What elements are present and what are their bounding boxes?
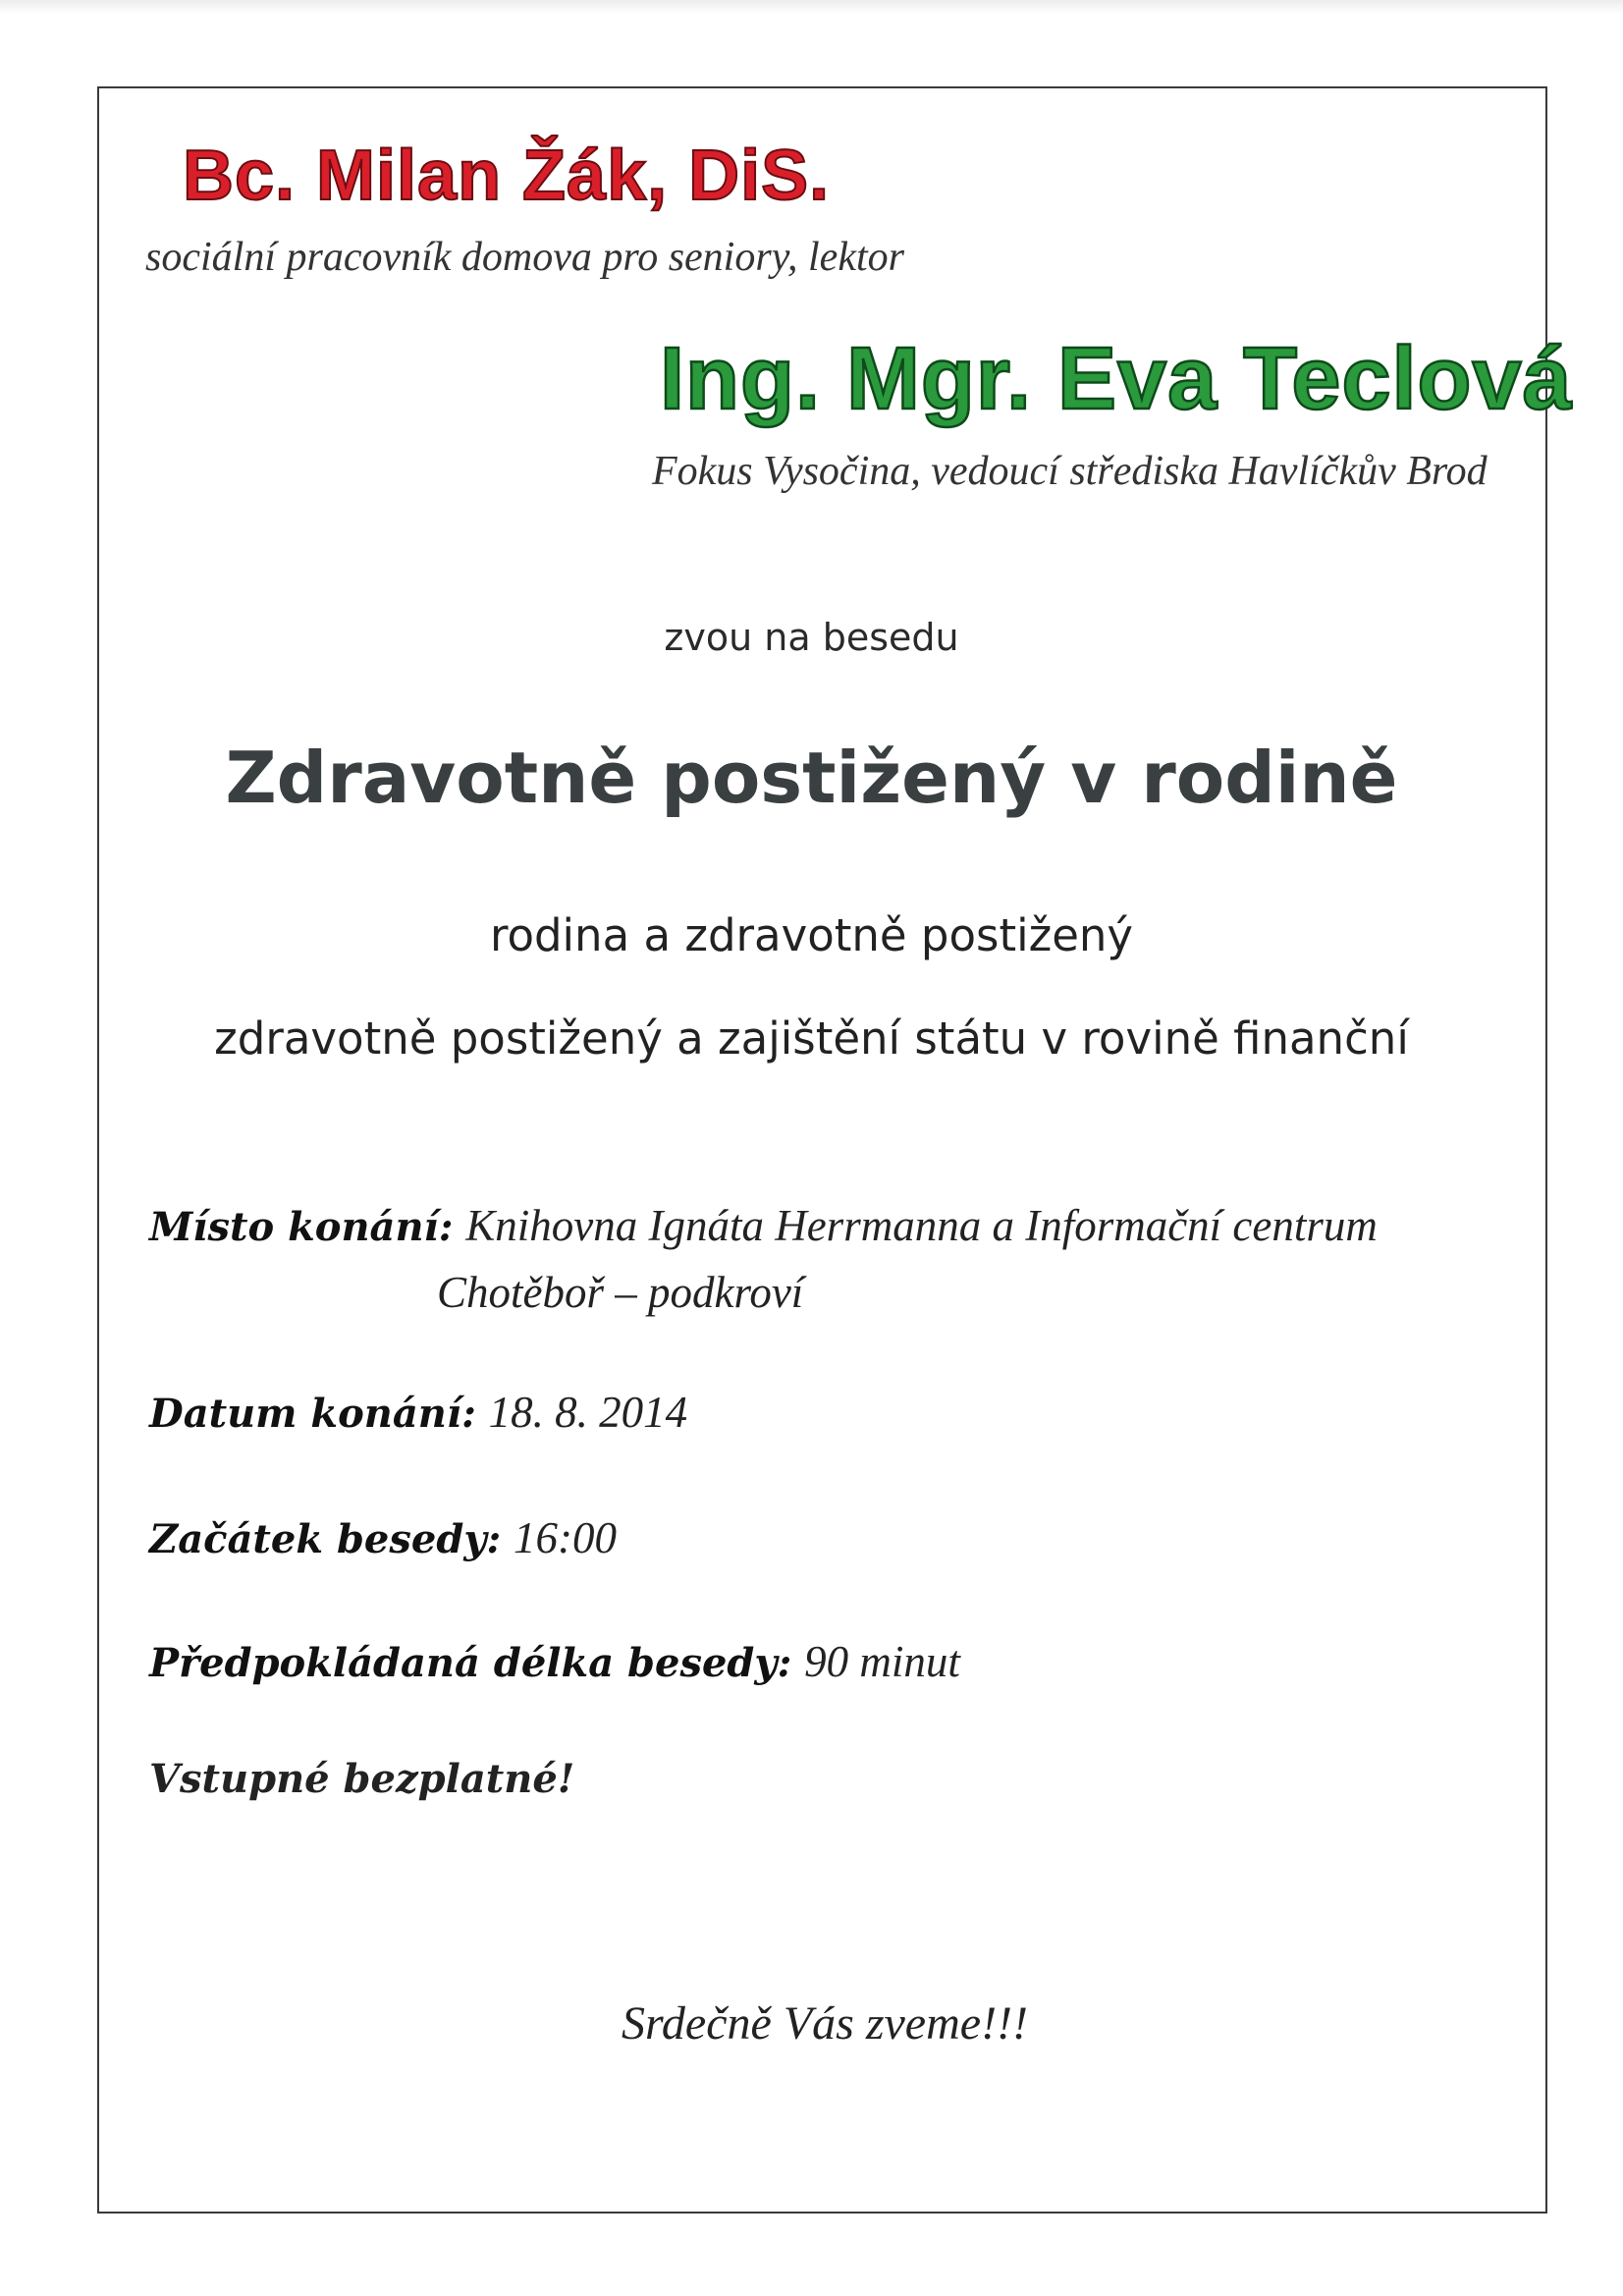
place-row-continued (437, 1267, 803, 1318)
presenter1-name: Bc. Milan Žák, DiS. (183, 137, 831, 215)
place-label: Místo konání: (149, 1204, 454, 1250)
event-title: Zdravotně postižený v rodině (225, 737, 1398, 819)
date-row (149, 1387, 687, 1438)
start-value: 16:00 (514, 1513, 618, 1562)
length-row (149, 1636, 960, 1687)
presenter1-role: sociální pracovník domova pro seniory, lektor (145, 235, 904, 280)
topic-item: zdravotně postižený a zajištění státu v rovině finanční (214, 1012, 1409, 1065)
place-value-line2: Chotěboř – podkroví (437, 1268, 804, 1317)
topic-item: rodina a zdravotně postižený (489, 909, 1134, 961)
start-label: Začátek besedy: (149, 1516, 502, 1562)
date-value: 18. 8. 2014 (488, 1388, 688, 1437)
scan-edge (0, 0, 1623, 14)
place-value-line1: Knihovna Ignáta Herrmanna a Informační centrum (465, 1201, 1378, 1250)
length-value: 90 minut (804, 1637, 960, 1686)
length-label: Předpokládaná délka besedy: (149, 1640, 792, 1686)
place-row (149, 1200, 1378, 1251)
date-label: Datum konání: (149, 1391, 476, 1437)
presenter2-role: Fokus Vysočina, vedoucí střediska Havlíčkův Brod (652, 449, 1488, 494)
entry-fee-note: Vstupné bezplatné! (149, 1756, 575, 1802)
invite-text: zvou na besedu (664, 616, 959, 659)
presenter2-name: Ing. Mgr. Eva Teclová (660, 330, 1573, 428)
closing-line: Srdečně Vás zveme!!! (622, 1997, 1029, 2050)
start-row (149, 1512, 617, 1563)
